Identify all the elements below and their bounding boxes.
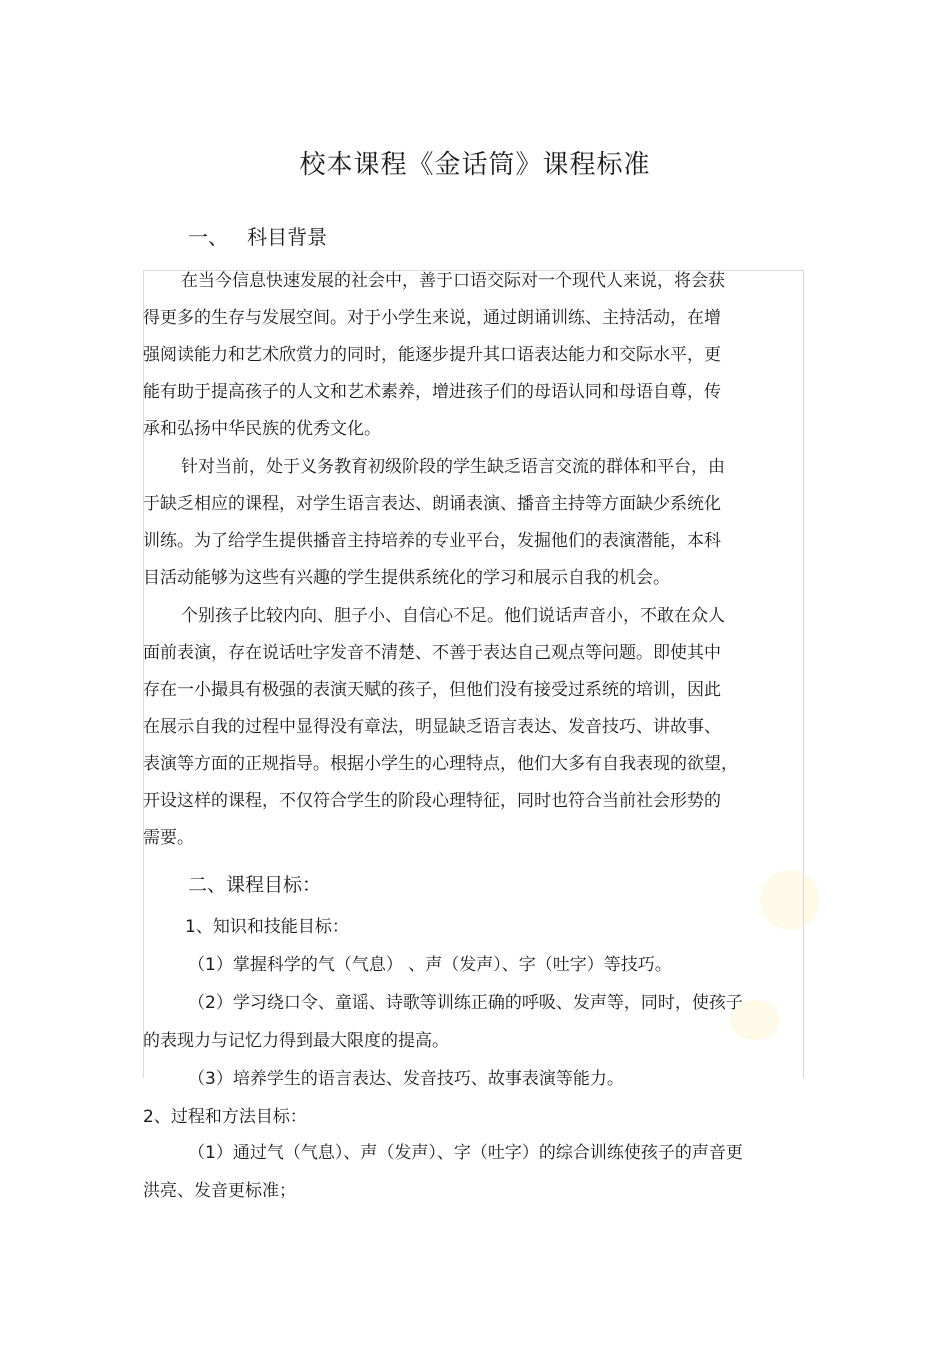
goal-item: 的表现力与记忆力得到最大限度的提高。 (143, 1031, 449, 1051)
paragraph-line: 能有助于提高孩子的人文和艺术素养，增进孩子们的母语认同和母语自尊，传 (143, 382, 721, 402)
paragraph-line: 在展示自我的过程中显得没有章法，明显缺乏语言表达、发音技巧、讲故事、 (143, 717, 721, 737)
paragraph-line: 在当今信息快速发展的社会中，善于口语交际对一个现代人来说，将会获 (181, 271, 725, 291)
paragraph-line: 目活动能够为这些有兴趣的学生提供系统化的学习和展示自我的机会。 (143, 568, 670, 588)
page-title: 校本课程《金话筒》课程标准 (299, 150, 651, 180)
background-blot (760, 870, 820, 930)
paragraph-line: 面前表演，存在说话吐字发音不清楚、不善于表达自己观点等问题。即使其中 (143, 643, 721, 663)
goal-item: （1）通过气（气息）、声（发声）、字（吐字）的综合训练使孩子的声音更 (188, 1143, 743, 1163)
goal-item: （3）培养学生的语言表达、发音技巧、故事表演等能力。 (188, 1069, 624, 1089)
paragraph-line: 存在一小撮具有极强的表演天赋的孩子，但他们没有接受过系统的培训，因此 (143, 680, 721, 700)
goal-item: 洪亮、发音更标准； (143, 1181, 296, 1201)
paragraph-line: 个别孩子比较内向、胆子小、自信心不足。他们说话声音小，不敢在众人 (181, 606, 725, 626)
paragraph-line: 需要。 (143, 828, 194, 848)
goal-item: （1）掌握科学的气（气息） 、声（发声）、字（吐字）等技巧。 (188, 955, 672, 975)
box-border-right (803, 270, 804, 1078)
paragraph-line: 开设这样的课程，不仅符合学生的阶段心理特征，同时也符合当前社会形势的 (143, 791, 721, 811)
paragraph-line: 表演等方面的正规指导。根据小学生的心理特点，他们大多有自我表现的欲望， (143, 754, 738, 774)
section-heading-background: 一、 科目背景 (188, 225, 328, 249)
paragraph-line: 针对当前，处于义务教育初级阶段的学生缺乏语言交流的群体和平台，由 (181, 457, 725, 477)
paragraph-line: 于缺乏相应的课程，对学生语言表达、朗诵表演、播音主持等方面缺少系统化 (143, 494, 721, 514)
section-heading-goals: 二、课程目标： (188, 874, 322, 896)
subheading-knowledge-goals: 1、知识和技能目标： (185, 917, 349, 937)
paragraph-line: 得更多的生存与发展空间。对于小学生来说，通过朗诵训练、主持活动，在增 (143, 308, 721, 328)
paragraph-line: 训练。为了给学生提供播音主持培养的专业平台，发掘他们的表演潜能，本科 (143, 531, 721, 551)
subheading-process-goals: 2、过程和方法目标： (143, 1107, 307, 1127)
paragraph-line: 承和弘扬中华民族的优秀文化。 (143, 419, 381, 439)
paragraph-line: 强阅读能力和艺术欣赏力的同时，能逐步提升其口语表达能力和交际水平，更 (143, 345, 721, 365)
goal-item: （2）学习绕口令、童谣、诗歌等训练正确的呼吸、发声等，同时，使孩子 (188, 993, 743, 1013)
